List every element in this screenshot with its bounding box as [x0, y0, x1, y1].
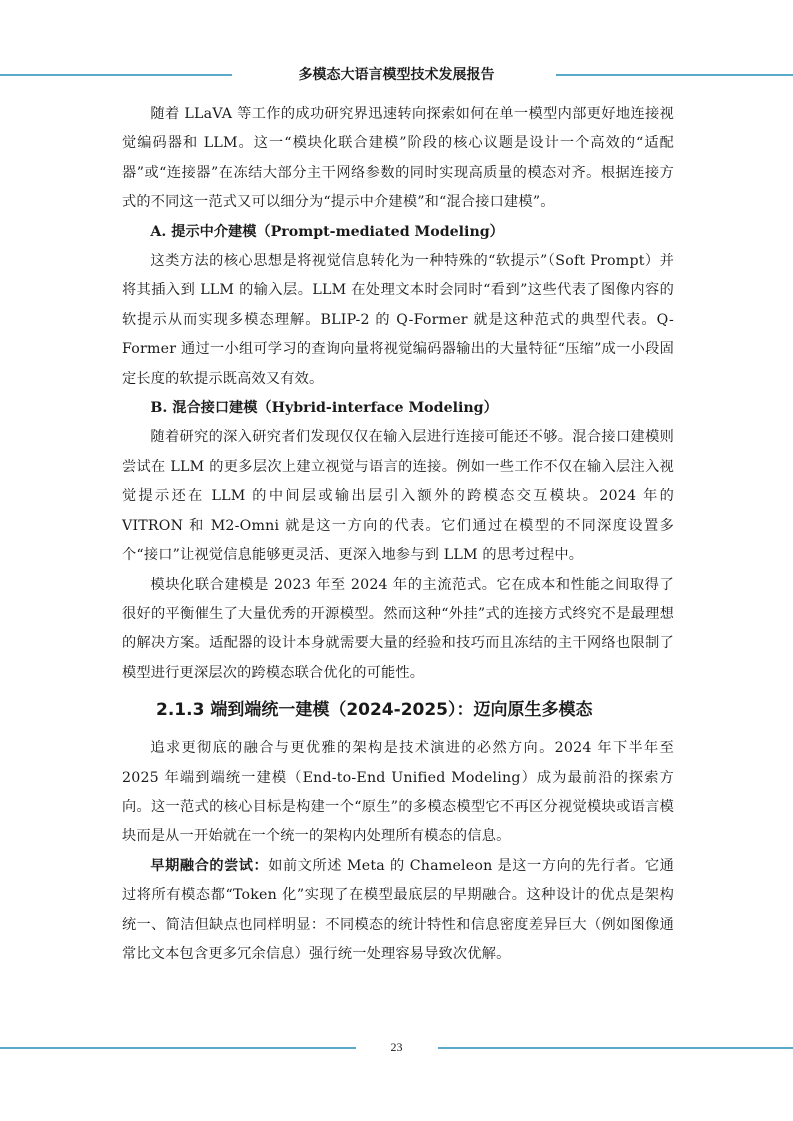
subheading-hybrid-interface: B. 混合接口建模（Hybrid-interface Modeling）	[150, 400, 498, 417]
header-rule-right	[556, 74, 793, 76]
paragraph-prompt-mediated: 这类方法的核心思想是将视觉信息转化为一种特殊的“软提示”（Soft Prompt）并将其插入到 LLM 的输入层。LLM 在处理文本时会同时“看到”这些代表了图像内容的软提示从而实现多模态理解。BLIP-2 的 Q-Former 就是这种范式的典型代表。Q-Former 通过一小组可学习的查询向量将视觉编码器输出的大量特征“压缩”成一小段固定长度的软提示既高效又有效。	[122, 253, 674, 387]
early-fusion-text: 如前文所述 Meta 的 Chameleon 是这一方向的先行者。它通过将所有模态都“Token 化”实现了在模型最底层的早期融合。这种设计的优点是架构统一、简洁但缺点也同样明显：不同模态的统计特性和信息密度差异巨大（例如图像通常比文本包含更多冗余信息）强行统一处理容易导致次优解。	[122, 857, 674, 962]
page-header	[0, 64, 793, 86]
header-title: 多模态大语言模型技术发展报告	[298, 67, 495, 83]
paragraph-modular-summary: 模块化联合建模是 2023 年至 2024 年的主流范式。它在成本和性能之间取得了很好的平衡催生了大量优秀的开源模型。然而这种“外挂”式的连接方式终究不是最理想的解决方案。适配器的设计本身就需要大量的经验和技巧而且冻结的主干网络也限制了模型进行更深层次的跨模态联合优化的可能性。	[122, 576, 674, 681]
page-footer	[0, 1038, 793, 1056]
subheading-prompt-mediated: A. 提示中介建模（Prompt-mediated Modeling）	[150, 223, 504, 240]
early-fusion-lead: 早期融合的尝试：	[150, 857, 269, 874]
footer-rule-right	[438, 1047, 793, 1049]
paragraph-hybrid-interface: 随着研究的深入研究者们发现仅仅在输入层进行连接可能还不够。混合接口建模则尝试在 LLM 的更多层次上建立视觉与语言的连接。例如一些工作不仅在输入层注入视觉提示还在 LLM 的中间层或输出层引入额外的跨模态交互模块。2024 年的 VITRON 和 M2-Omni 就是这一方向的代表。它们通过在模型的不同深度设置多个“接口”让视觉信息能够更灵活、更深入地参与到 LLM 的思考过程中。	[122, 429, 674, 564]
body-text	[122, 100, 674, 969]
paragraph-end-to-end: 追求更彻底的融合与更优雅的架构是技术演进的必然方向。2024 年下半年至 2025 年端到端统一建模（End-to-End Unified Modeling）成为最前沿的探索方向。这一范式的核心目标是构建一个“原生”的多模态模型它不再区分视觉模块或语言模块而是从一开始就在一个统一的架构内处理所有模态的信息。	[122, 740, 674, 845]
page-number: 23	[390, 1040, 403, 1054]
paragraph-early-fusion	[122, 852, 674, 970]
paragraph-intro: 随着 LLaVA 等工作的成功研究界迅速转向探索如何在单一模型内部更好地连接视觉编码器和 LLM。这一“模块化联合建模”阶段的核心议题是设计一个高效的“适配器”或“连接器”在冻结大部分主干网络参数的同时实现高质量的模态对齐。根据连接方式的不同这一范式又可以细分为“提示中介建模”和“混合接口建模”。	[122, 106, 674, 211]
section-heading-2-1-3: 2.1.3 端到端统一建模（2024-2025）：迈向原生多模态	[156, 700, 593, 721]
